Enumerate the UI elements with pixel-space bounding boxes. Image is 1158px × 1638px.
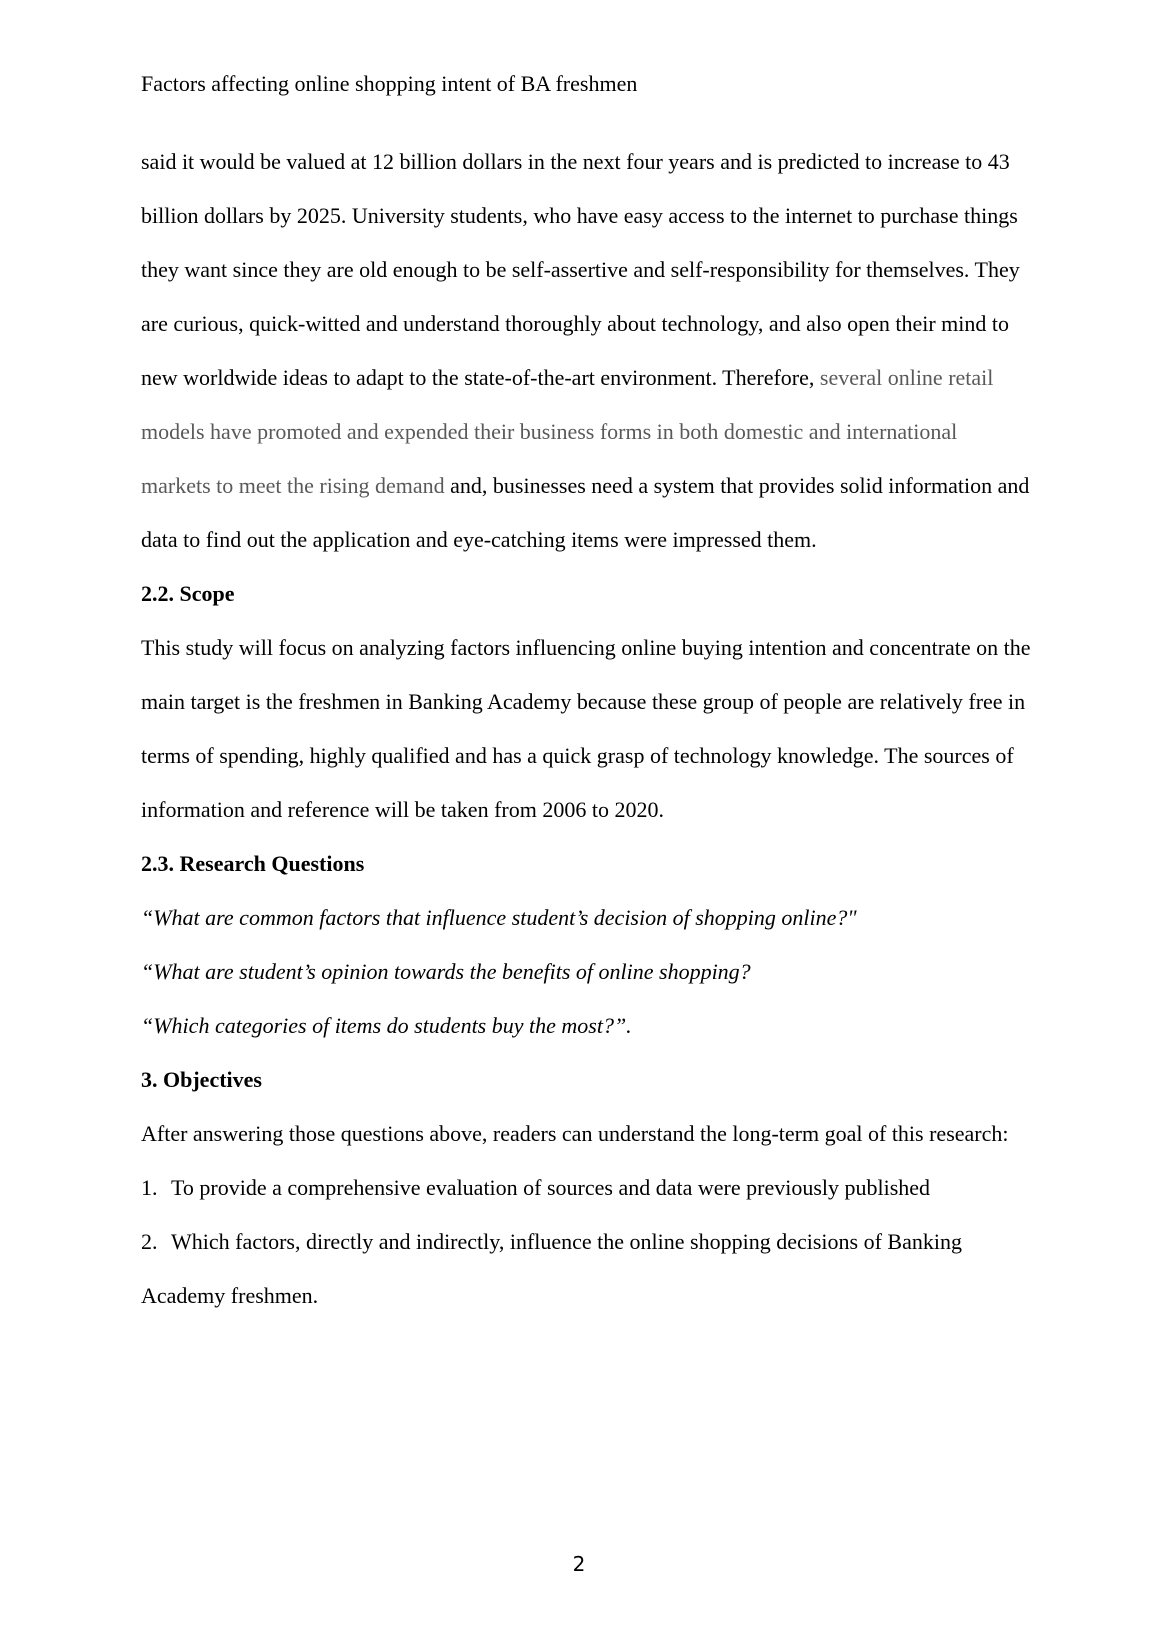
document-body [141, 135, 1031, 1323]
objective-number: 2. [141, 1229, 158, 1254]
objective-text: Which factors, directly and indirectly, influence the online shopping decisions of Banking Academy freshmen. [141, 1229, 962, 1308]
objectives-intro: After answering those questions above, readers can understand the long-term goal of this research: [141, 1121, 1009, 1146]
running-header: Factors affecting online shopping intent of BA freshmen [141, 71, 638, 96]
objective-item-2 [141, 1215, 1031, 1323]
intro-text-b: and, businesses need a system that provides solid information and data to find out the application and eye-catching items were impressed them. [141, 473, 1030, 552]
page-number: 2 [572, 1552, 586, 1576]
research-question-2: “What are student’s opinion towards the benefits of online shopping? [141, 959, 751, 984]
objective-item-1 [141, 1161, 1031, 1215]
objective-number: 1. [141, 1175, 158, 1200]
scope-heading: 2.2. Scope [141, 581, 235, 606]
research-question-3: “Which categories of items do students buy the most?”. [141, 1013, 632, 1038]
intro-paragraph [141, 135, 1031, 567]
objective-text: To provide a comprehensive evaluation of sources and data were previously published [171, 1175, 931, 1200]
research-question-1: “What are common factors that influence student’s decision of shopping online?" [141, 905, 857, 930]
research-questions-heading: 2.3. Research Questions [141, 851, 365, 876]
objectives-heading: 3. Objectives [141, 1067, 262, 1092]
intro-text-a: said it would be valued at 12 billion dollars in the next four years and is predicted to increase to 43 billion dollars by 2025. University students, who have easy access to the internet to purchase things they want since they are old enough to be self-assertive and self-responsibility for themselves. They are curious, quick-witted and understand thoroughly about technology, and also open their mind to new worldwide ideas to adapt to the state-of-the-art environment. Therefore, [141, 149, 1020, 390]
intro-text-highlight: several online retail models have promoted and expended their business forms in both domestic and international markets to meet the rising demand [141, 365, 994, 498]
scope-paragraph: This study will focus on analyzing factors influencing online buying intention and concentrate on the main target is the freshmen in Banking Academy because these group of people are relatively free in terms of spending, highly qualified and has a quick grasp of technology knowledge. The sources of information and reference will be taken from 2006 to 2020. [141, 635, 1031, 822]
